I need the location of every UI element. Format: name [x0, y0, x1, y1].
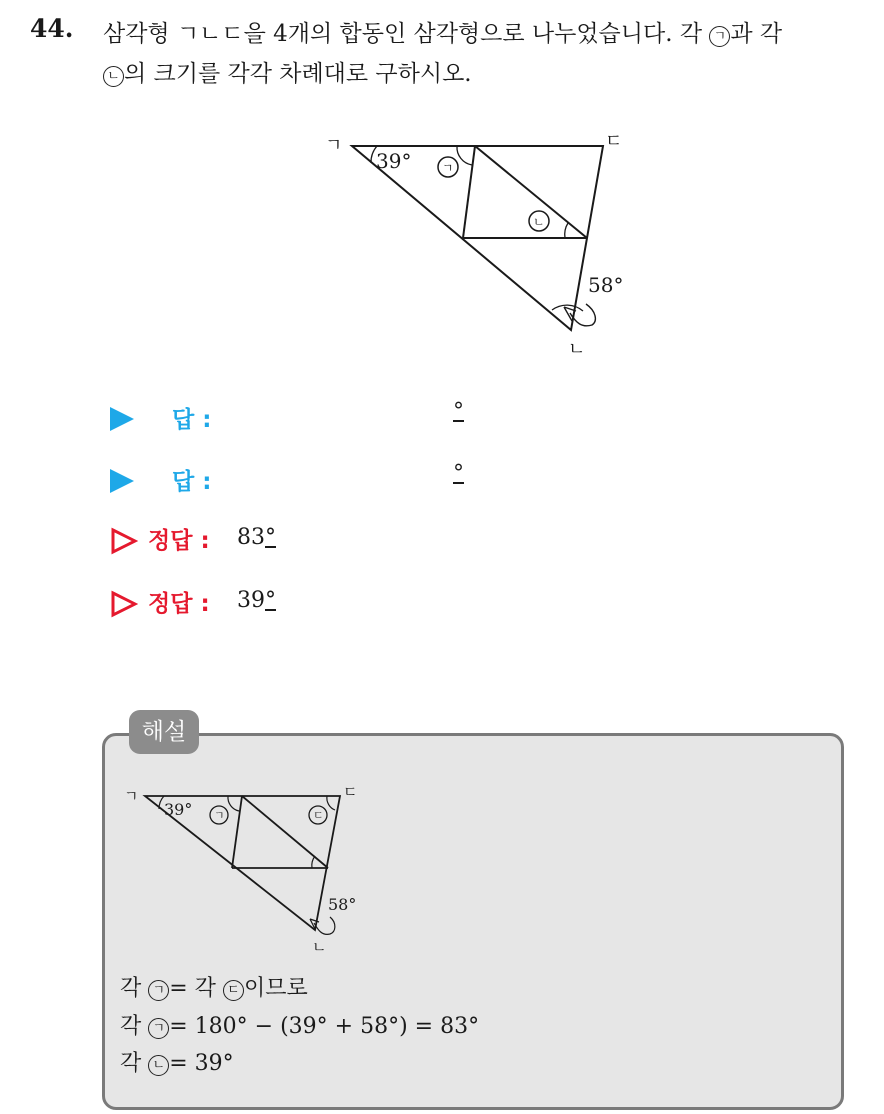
angle-b-label: 58°	[588, 273, 624, 297]
sol-vertex-giyeok: ㄱ	[124, 787, 139, 805]
midline-top-vertical	[463, 146, 475, 238]
circled-digeut: ㄷ	[223, 980, 244, 1001]
correct-row-2	[110, 584, 410, 624]
answer-row-1	[110, 399, 510, 439]
sol-vertex-digeut: ㄷ	[343, 783, 358, 801]
circled-nieun: ㄴ	[148, 1055, 169, 1076]
sol-mark-giyeok: ㄱ	[214, 809, 225, 822]
blue-triangle-icon	[110, 469, 134, 493]
answer-label: 답 :	[172, 469, 212, 495]
question-text-part2: 과 각	[730, 21, 783, 47]
arc-nieun	[565, 223, 568, 238]
mark-nieun: ㄴ	[533, 215, 545, 229]
solution-line-1: 각 ㄱ = 각 ㄷ 이므로	[120, 976, 308, 1001]
arc-giyeok	[457, 146, 472, 165]
circled-giyeok: ㄱ	[148, 980, 169, 1001]
triangle-figure	[320, 125, 640, 365]
solution-tab: 해설	[129, 710, 199, 754]
solution-figure	[122, 780, 372, 960]
circled-giyeok: ㄱ	[148, 1018, 169, 1039]
answer-label: 답 :	[172, 407, 212, 433]
answer-unit: °	[453, 399, 464, 424]
mark-giyeok: ㄱ	[442, 161, 454, 175]
sol-angle-a-label: 39°	[164, 800, 193, 819]
question-text-part3: 의 크기를 각각 차례대로 구하시오.	[124, 61, 472, 87]
blue-triangle-icon	[110, 407, 134, 431]
answer-row-2	[110, 461, 510, 501]
question-number: 44.	[30, 14, 74, 43]
vertex-giyeok: ㄱ	[325, 135, 343, 156]
correct-value: 39°	[237, 588, 276, 613]
question-text	[103, 14, 863, 94]
vertex-nieun: ㄴ	[568, 339, 586, 360]
midline-diagonal	[475, 146, 587, 238]
red-triangle-icon	[110, 527, 138, 555]
solution-line-2: 각 ㄱ = 180° − (39° + 58°) = 83°	[120, 1014, 480, 1039]
correct-value: 83°	[237, 525, 276, 550]
vertex-digeut: ㄷ	[605, 131, 623, 152]
red-triangle-icon	[110, 590, 138, 618]
circled-giyeok: ㄱ	[709, 26, 730, 47]
correct-label: 정답 :	[148, 528, 210, 554]
question-text-part1: 삼각형 ㄱㄴㄷ을 4개의 합동인 삼각형으로 나누었습니다. 각	[103, 21, 710, 47]
sol-vertex-nieun: ㄴ	[312, 938, 327, 956]
angle-a-label: 39°	[376, 149, 412, 173]
sol-midline-vertical	[232, 796, 242, 868]
sol-mark-digeut: ㄷ	[313, 809, 324, 822]
sol-angle-b-label: 58°	[328, 895, 357, 914]
sol-arc-giyeok	[228, 796, 239, 811]
circled-nieun: ㄴ	[103, 66, 124, 87]
solution-line-3: 각 ㄴ = 39°	[120, 1051, 234, 1076]
sol-arc-digeut	[327, 796, 335, 810]
correct-label: 정답 :	[148, 591, 210, 617]
answer-unit: °	[453, 461, 464, 486]
correct-row-1	[110, 521, 410, 561]
